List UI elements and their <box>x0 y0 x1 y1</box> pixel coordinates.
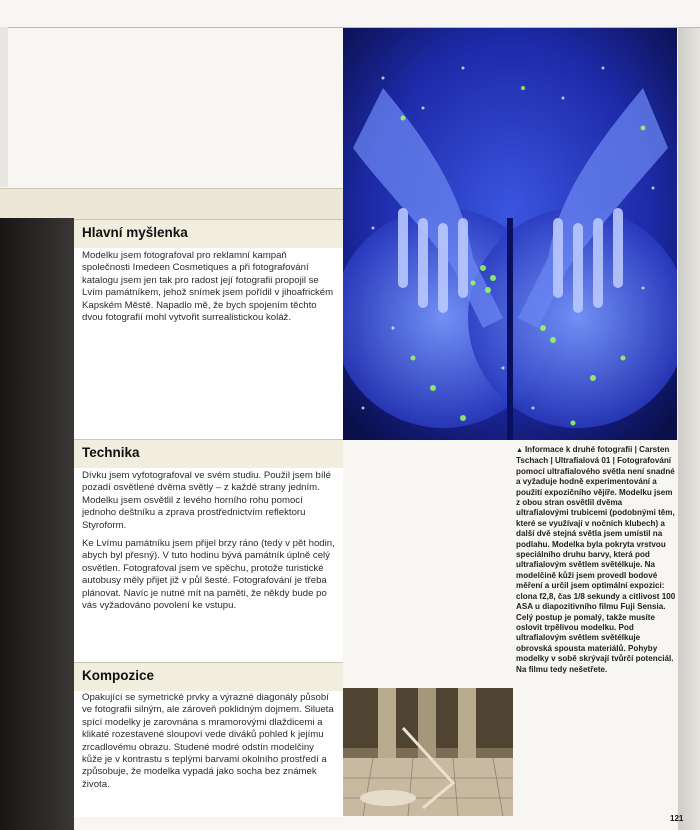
section-header-hlavni <box>74 219 343 249</box>
section-header-kompozice <box>74 662 343 692</box>
photo-info-caption <box>516 445 676 675</box>
triangle-up-icon: ▲ <box>516 447 523 454</box>
section-title-hlavni: Hlavní myšlenka <box>82 225 188 240</box>
uv-photo-illustration <box>343 28 677 440</box>
beige-divider-strip <box>0 188 343 219</box>
section-title-technika: Technika <box>82 445 140 460</box>
section-header-technika <box>74 439 343 469</box>
dark-side-panel <box>0 218 74 830</box>
right-page-edge <box>678 28 700 830</box>
paragraph: Modelku jsem fotografoval pro reklamní kampaň společnosti Imedeen Cosmetiques a při fotografování katalogu jsem jen tak pro radost její fotografii propojil se Lvím památníkem, jehož snímek jsem pořídil v jihoafrickém Kapském Městě. Napadlo mě, že bych spojením těchto dvou fotografií mohl vytvořit surrealistickou koláž. <box>82 250 334 324</box>
section-body-hlavni <box>74 248 343 440</box>
info-caption-text: Informace k druhé fotografii | Carsten Tschach | Ultrafialová 01 | Fotografování pomocí ultrafialového světla není snadné a vyžaduje hodně experimentování a použití expozičního vějíře. Modelku jsem z obou stran osvětlil dvěma ultrafialovými trubicemi (podobnými těm, které se využívají v nočních klubech) a další dvě stejná světla jsem umístil na podlahu. Modelka byla pokryta vrstvou speciálního druhu barvy, která pod ultrafialovým světlem světélkuje. Na modelčině kůži jsem provedl bodové měření a určil jsem optimální expozici: clona f2,8, čas 1/8 sekundy a citlivost 100 ASA u diapozitivního filmu Fuji Sensia. Celý postup je pomalý, takže musíte oslovit trpělivou modelku. Pod ultrafialovým světlem světélkuje obrovská spousta materiálů. Pohyby modelky v sobě skrývají tvůrčí potenciál. Na filmu tedy nešetřete. <box>516 445 676 674</box>
section-body-technika <box>74 468 343 663</box>
section-title-kompozice: Kompozice <box>82 668 155 683</box>
section-body-kompozice <box>74 691 343 817</box>
paragraph: Opakující se symetrické prvky a výrazné diagonály působí ve fotografii silným, ale zároveň poklidným dojmem. Silueta spící modelky je zarovnána s mramorovými dlaždicemi a klikaté rozestavené sloupoví vede diváků pohled k jejímu zrcadlovému obrazu. Studené modré odstín modelčiny kůže je v kontrastu s teplými barvami okolního prostředí a způsobuje, že modelka vypadá jako socha bez známek života. <box>82 692 334 790</box>
paragraph: Dívku jsem vyfotografoval ve svém studiu. Použil jsem bílé pozadí osvětlené dvěma světly – z každé strany jedním. Modelku jsem osvětlil z levého horního rohu pomocí jednoho deštníku a zprava prostřednictvím reflektoru Styroform. <box>82 470 332 531</box>
main-uv-photo <box>343 28 677 440</box>
paragraph: Ke Lvímu památníku jsem přijel brzy ráno (tedy v pět hodin, abych byl přesný). V tuto hodinu bývá památník úplně celý osvětlen. Fotografoval jsem ve spěchu, protože turistické autobusy měly přijet již v půl šesté. Fotografování je třeba plánovat. Navíc je nutné mít na paměti, že někdy bude po vás vyžadováno povolení ke vstupu. <box>82 538 335 612</box>
thumbnail-illustration <box>343 688 513 816</box>
page-number: 121 <box>670 814 684 823</box>
left-margin-strip <box>0 27 8 187</box>
thumbnail-photo <box>343 688 513 816</box>
